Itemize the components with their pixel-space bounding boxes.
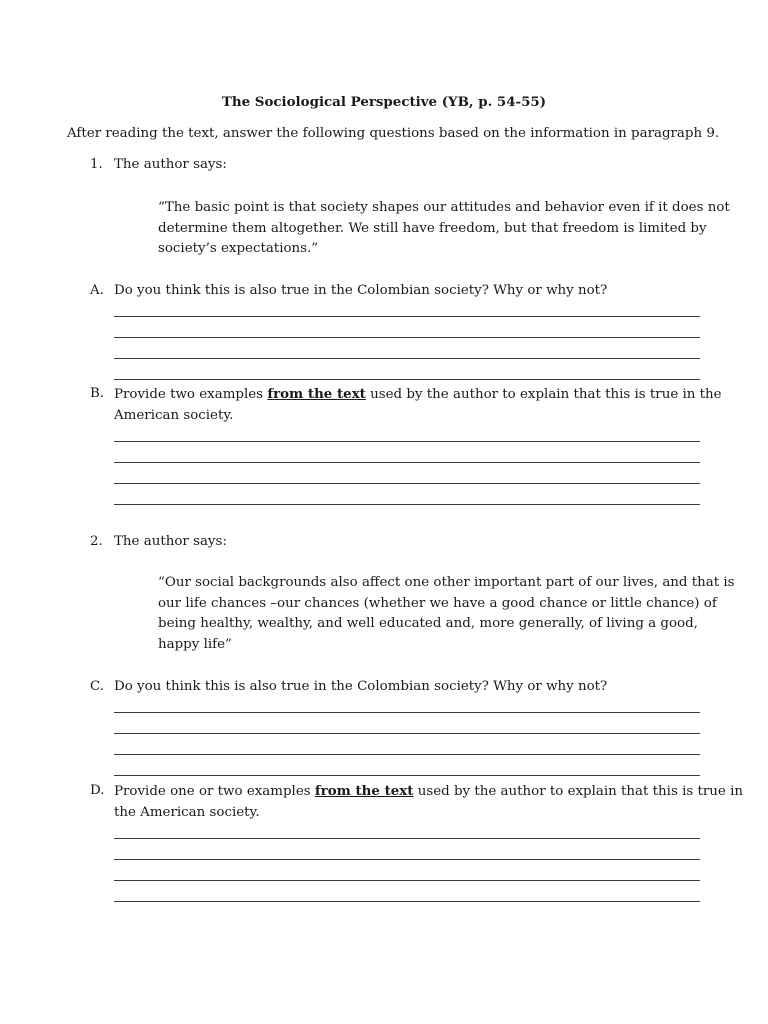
- qD-line2: the American society.: [114, 804, 260, 820]
- q2-quote-line: being healthy, wealthy, and well educated and, more generally, of living a good,: [158, 616, 698, 631]
- answer-line[interactable]: [114, 733, 700, 734]
- qC-letter: C.: [90, 679, 105, 694]
- qB-emphasis: from the text: [267, 386, 366, 402]
- answer-line[interactable]: [114, 462, 700, 463]
- answer-line[interactable]: [114, 712, 700, 713]
- qB-line2: American society.: [114, 407, 234, 423]
- qD-letter: D.: [90, 783, 105, 798]
- qD-emphasis: from the text: [314, 783, 414, 799]
- qD-pre: Provide one or two examples: [114, 784, 315, 799]
- qB-letter: B.: [90, 386, 105, 401]
- q1-number: 1.: [90, 157, 103, 172]
- q2-quote: [158, 573, 735, 655]
- qD-post: used by the author to explain that this is true in: [413, 784, 743, 799]
- answer-line[interactable]: [114, 859, 700, 860]
- q2-intro: The author says:: [114, 534, 227, 549]
- answer-line[interactable]: [114, 754, 700, 755]
- answer-line[interactable]: [114, 880, 700, 881]
- q1-intro: The author says:: [114, 157, 227, 172]
- qB-post: used by the author to explain that this is true in the: [365, 387, 722, 402]
- answer-line[interactable]: [114, 441, 700, 442]
- instructions: After reading the text, answer the following questions based on the information in paragraph 9.: [67, 126, 720, 141]
- answer-line[interactable]: [114, 358, 700, 359]
- qC-text: Do you think this is also true in the Colombian society? Why or why not?: [114, 679, 608, 694]
- q2-quote-line: “Our social backgrounds also affect one other important part of our lives, and that is: [158, 575, 735, 590]
- answer-line[interactable]: [114, 337, 700, 338]
- qA-text: Do you think this is also true in the Colombian society? Why or why not?: [114, 283, 608, 298]
- q2-quote-line: our life chances –our chances (whether we have a good chance or little chance) of: [158, 595, 717, 611]
- page-title: The Sociological Perspective (YB, p. 54-55): [221, 94, 547, 110]
- answer-line[interactable]: [114, 379, 700, 380]
- q1-quote-line: “The basic point is that society shapes our attitudes and behavior even if it does not: [158, 200, 730, 215]
- answer-line[interactable]: [114, 483, 700, 484]
- answer-line[interactable]: [114, 775, 700, 776]
- qB-pre: Provide two examples: [114, 387, 268, 402]
- answer-line[interactable]: [114, 901, 700, 902]
- qA-letter: A.: [90, 283, 104, 298]
- answer-line[interactable]: [114, 838, 700, 839]
- q1-quote-line: determine them altogether. We still have freedom, but that freedom is limited by: [158, 220, 707, 236]
- q2-number: 2.: [90, 534, 103, 549]
- answer-line[interactable]: [114, 504, 700, 505]
- q1-quote: [158, 198, 730, 260]
- q1-quote-line: society’s expectations.”: [158, 241, 319, 256]
- answer-line[interactable]: [114, 316, 700, 317]
- qB-text: [114, 384, 722, 426]
- q2-quote-line: happy life”: [158, 636, 232, 652]
- qD-text: [114, 781, 743, 823]
